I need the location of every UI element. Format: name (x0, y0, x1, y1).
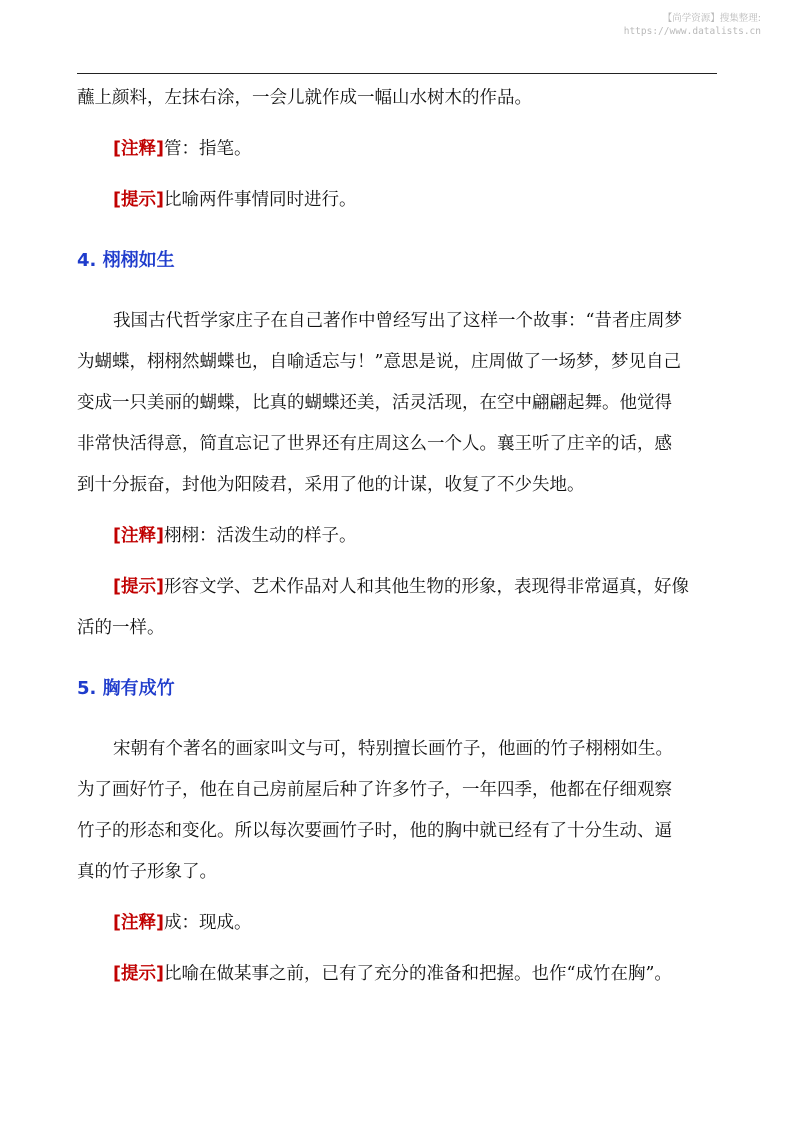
hint-text: 比喻在做某事之前，已有了充分的准备和把握。也作“成竹在胸”。 (164, 964, 672, 984)
note-label: [注释] (113, 913, 164, 933)
hint-paragraph (77, 185, 717, 215)
story-line: 真的竹子形象了。 (77, 862, 217, 882)
hint-line: 活的一样。 (77, 618, 165, 638)
continuation-paragraph: 蘸上颜料，左抹右涂，一会儿就作成一幅山水树木的作品。 (77, 88, 532, 108)
page-content (77, 80, 717, 989)
note-paragraph (77, 908, 717, 938)
note-label: [注释] (113, 139, 164, 159)
header-rule (77, 73, 717, 74)
story-line: 为了画好竹子，他在自己房前屋后种了许多竹子，一年四季，他都在仔细观察 (77, 780, 672, 800)
section-heading: 5. 胸有成竹 (77, 678, 175, 699)
story-line: 到十分振奋，封他为阳陵君，采用了他的计谋，收复了不少失地。 (77, 475, 585, 495)
hint-label: [提示] (113, 577, 164, 597)
hint-line (77, 572, 717, 602)
hint-text: 形容文学、艺术作品对人和其他生物的形象，表现得非常逼真，好像 (164, 577, 689, 597)
hint-label: [提示] (113, 964, 164, 984)
hint-paragraph (77, 959, 717, 989)
watermark (624, 12, 761, 38)
note-paragraph (77, 134, 717, 164)
watermark-url: https://www.datalists.cn (623, 26, 761, 37)
story-line: 为蝴蝶，栩栩然蝴蝶也，自喻适忘与！”意思是说，庄周做了一场梦，梦见自己 (77, 352, 681, 372)
note-text: 成：现成。 (164, 913, 252, 933)
story-line: 变成一只美丽的蝴蝶，比真的蝴蝶还美，活灵活现，在空中翩翩起舞。他觉得 (77, 393, 672, 413)
section-heading: 4. 栩栩如生 (77, 250, 175, 271)
story-paragraph (77, 306, 717, 500)
note-label: [注释] (113, 526, 164, 546)
story-line: 宋朝有个著名的画家叫文与可，特别擅长画竹子，他画的竹子栩栩如生。 (113, 739, 673, 759)
watermark-title: 【尚学资源】搜集整理: (662, 13, 761, 24)
hint-text: 比喻两件事情同时进行。 (164, 190, 357, 210)
hint-paragraph (77, 572, 717, 643)
note-text: 管：指笔。 (164, 139, 252, 159)
note-text: 栩栩：活泼生动的样子。 (164, 526, 357, 546)
story-paragraph (77, 734, 717, 887)
story-line: 竹子的形态和变化。所以每次要画竹子时，他的胸中就已经有了十分生动、逼 (77, 821, 672, 841)
story-line: 非常快活得意，简直忘记了世界还有庄周这么一个人。襄王听了庄辛的话，感 (77, 434, 672, 454)
hint-label: [提示] (113, 190, 164, 210)
note-paragraph (77, 521, 717, 551)
story-line: 我国古代哲学家庄子在自己著作中曾经写出了这样一个故事：“昔者庄周梦 (113, 311, 682, 331)
